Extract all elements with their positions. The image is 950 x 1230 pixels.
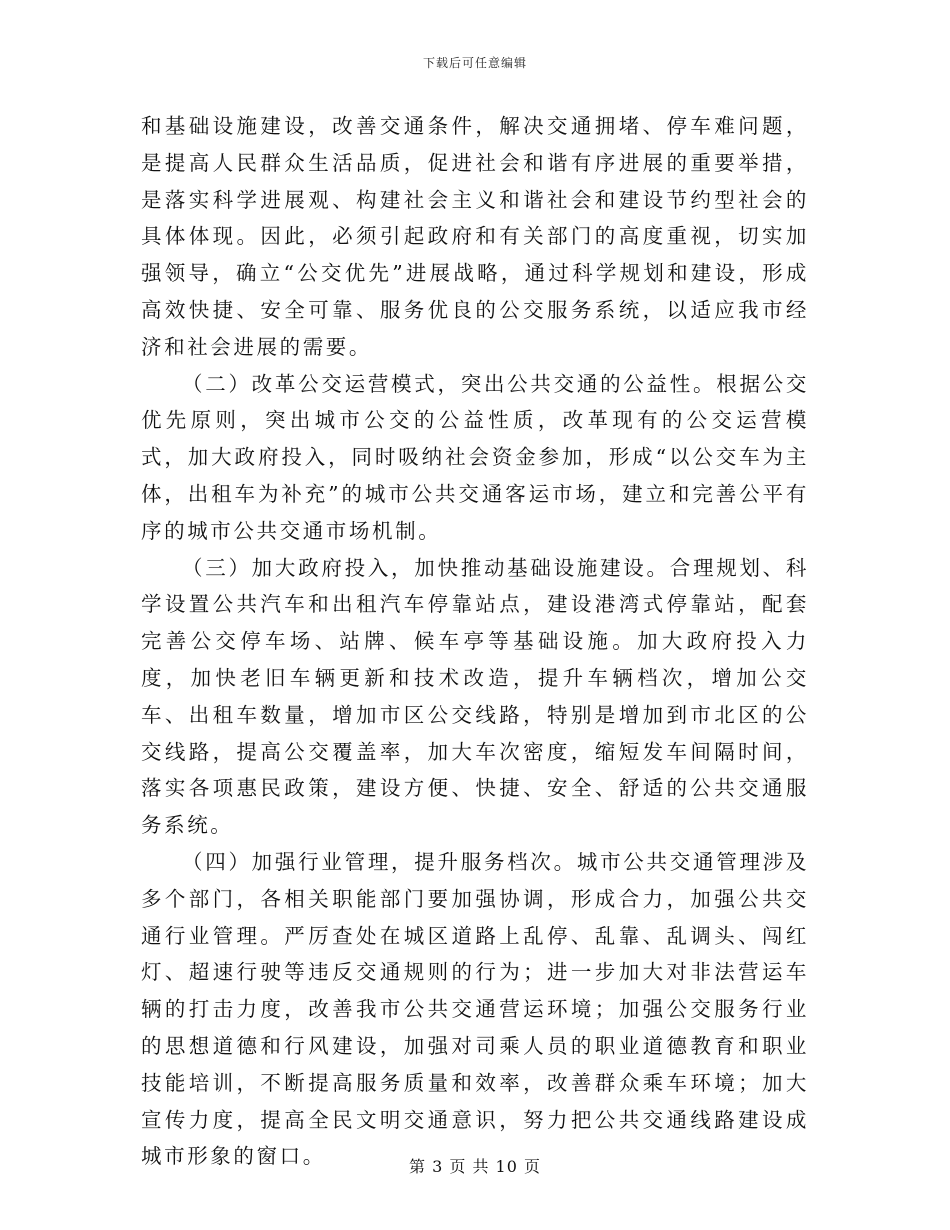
paragraph-section-4: （四）加强行业管理，提升服务档次。城市公共交通管理涉及多个部门，各相关职能部门要加强协调，形成合力，加强公共交通行业管理。严厉查处在城区道路上乱停、乱靠、乱调头、闯红灯、超速行驶等违反交通规则的行为；进一步加大对非法营运车辆的打击力度，改善我市公共交通营运环境；加强公交服务行业的思想道德和行风建设，加强对司乘人员的职业道德教育和职业技能培训，不断提高服务质量和效率，改善群众乘车环境；加大宣传力度，提高全民文明交通意识，努力把公共交通线路建设成城市形象的窗口。	[141, 849, 809, 1169]
paragraph-section-2: （二）改革公交运营模式，突出公共交通的公益性。根据公交优先原则，突出城市公交的公益性质，改革现有的公交运营模式，加大政府投入，同时吸纳社会资金参加，形成“以公交车为主体，出租车为补充”的城市公共交通客运市场，建立和完善公平有序的城市公共交通市场机制。	[141, 371, 809, 543]
paragraph-continuation: 和基础设施建设，改善交通条件，解决交通拥堵、停车难问题，是提高人民群众生活品质，促进社会和谐有序进展的重要举措，是落实科学进展观、构建社会主义和谐社会和建设节约型社会的具体体现。因此，必须引起政府和有关部门的高度重视，切实加强领导，确立“公交优先”进展战略，通过科学规划和建设，形成高效快捷、安全可靠、服务优良的公交服务系统，以适应我市经济和社会进展的需要。	[141, 114, 809, 359]
page-header: 下载后可任意编辑	[422, 56, 527, 70]
paragraph-section-3: （三）加大政府投入，加快推动基础设施建设。合理规划、科学设置公共汽车和出租汽车停靠站点，建设港湾式停靠站，配套完善公交停车场、站牌、候车亭等基础设施。加大政府投入力度，加快老旧车辆更新和技术改造，提升车辆档次，增加公交车、出租车数量，增加市区公交线路，特别是增加到市北区的公交线路，提高公交覆盖率，加大车次密度，缩短发车间隔时间，落实各项惠民政策，建设方便、快捷、安全、舒适的公共交通服务系统。	[141, 555, 809, 838]
page-number-footer: 第 3 页 共 10 页	[409, 1157, 541, 1176]
document-body	[141, 108, 809, 1175]
